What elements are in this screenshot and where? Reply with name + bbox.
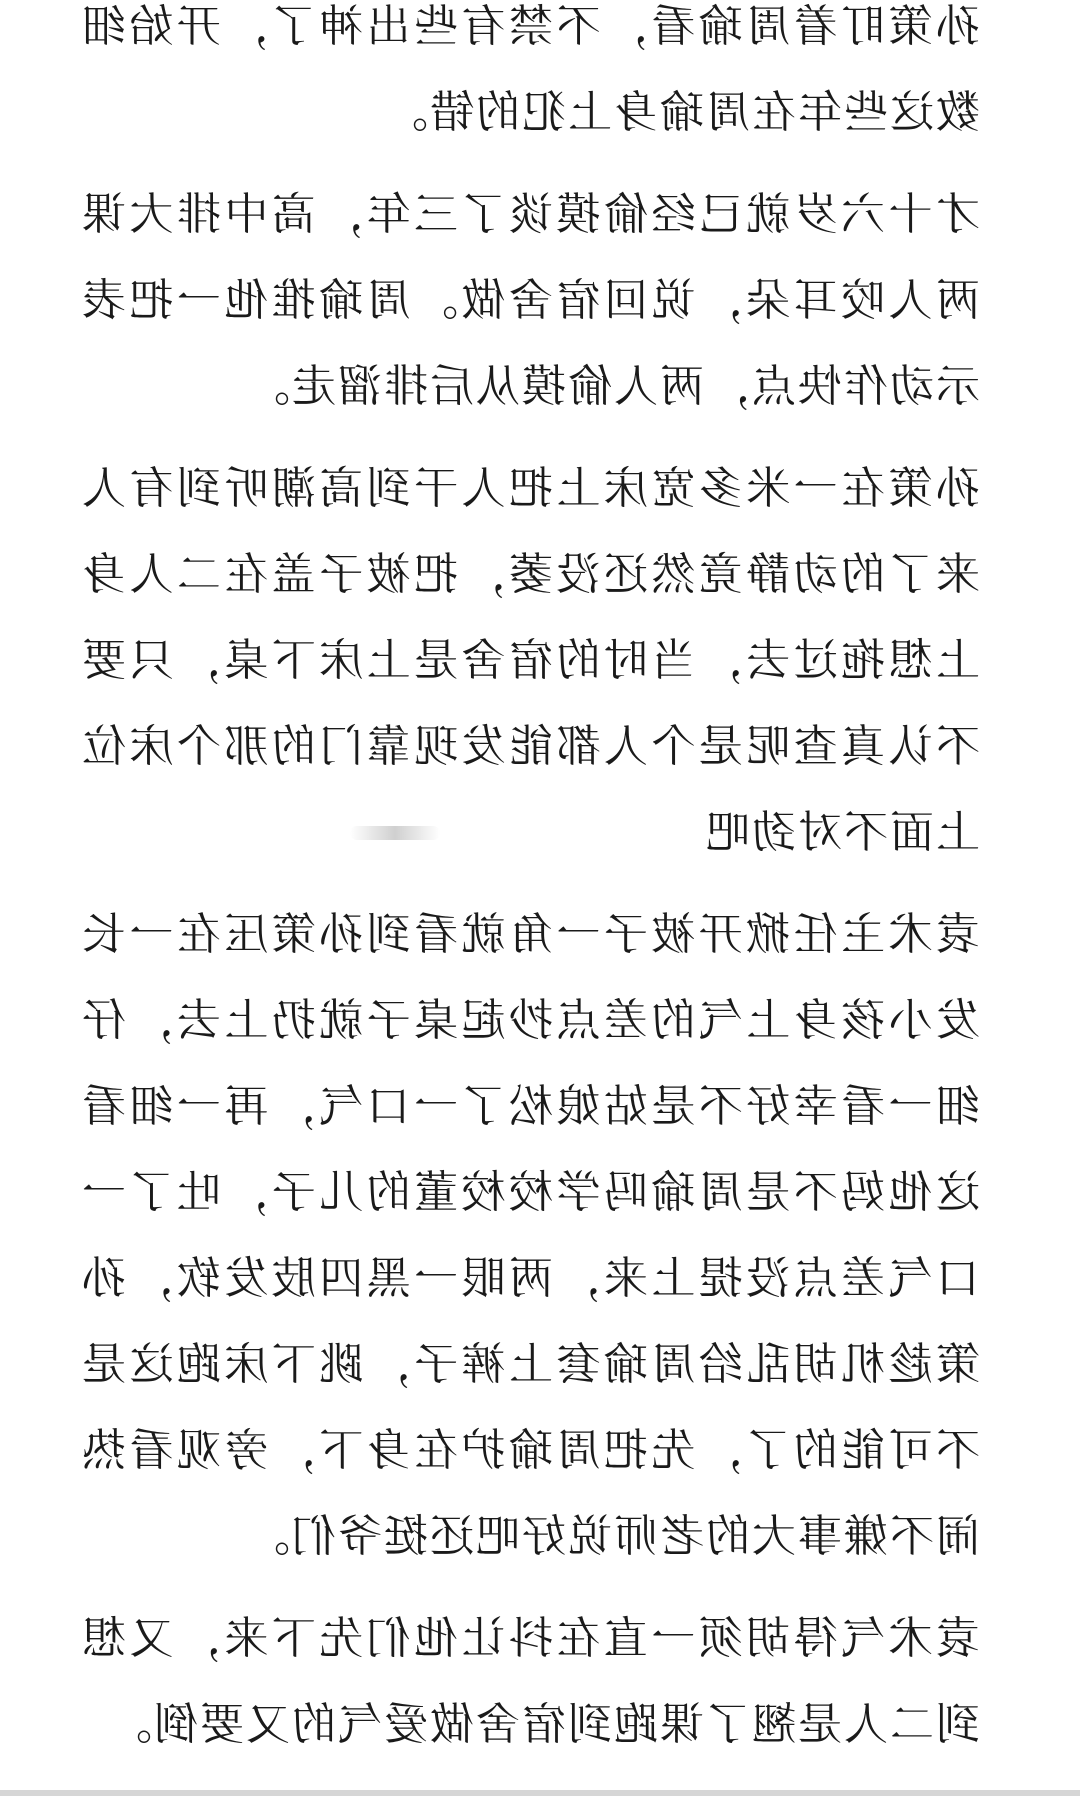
paragraph-4: 袁术主任掀开被子一角就看到孙策压在一长发小孩身上气的差点抄起桌子就扔上去，仔细一看幸好不是姑娘松了一口气，再一细看这他妈不是周瑜吗学校校董的儿子，吐了一口气差点没提上来，两眼一黑四肢发软，孙策趁机胡乱给周瑜套上裤子，跳下床跑这是不可能的了，先把周瑜护在身下，旁观看热闹不嫌事大的老师说好吧还挺爷们。 xyxy=(80,909,980,1562)
paragraph-2: 才十六岁就已经偷摸谈了三年，高中排大课两人咬耳朵，说回宿舍做。周瑜推他一把表示动作快点，两人偷摸从后排溜走。 xyxy=(80,189,980,412)
paragraph-5: 袁术气得胡须一直在抖让他们先下来，又想到二人是翘了课跑到宿舍做爱气的又要倒。 xyxy=(80,1613,980,1750)
paragraph-3: 孙策在一米多宽床上把人干到高潮听到有人来了的动静竟然还没萎，把被子盖在二人身上想拖过去，当时的宿舍是上床下桌，只要不认真查呢是个人都能发现靠门的那个床位上面不对劲吧 xyxy=(80,463,980,858)
article-body xyxy=(80,0,980,1784)
paragraph-1: 孙策盯着周瑜看，不禁有些出神了，开始细数这些年在周瑜身上犯的错。 xyxy=(80,1,980,138)
blur-smudge xyxy=(350,826,440,840)
bottom-divider xyxy=(0,1790,1080,1796)
